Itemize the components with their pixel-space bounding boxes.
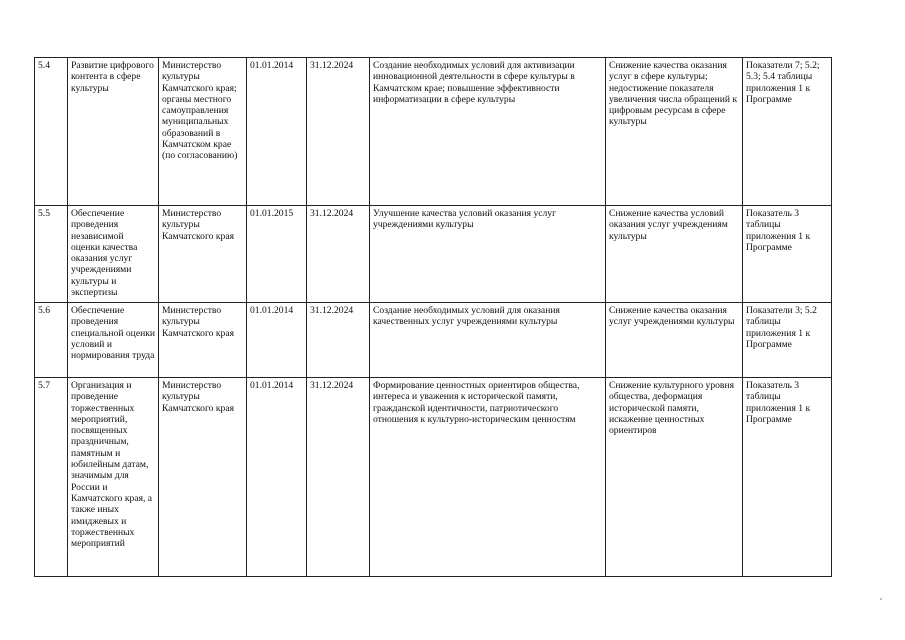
end-date: 31.12.2024 — [307, 378, 370, 577]
row-number: 5.5 — [35, 206, 68, 303]
consequence: Снижение культурного уровня общества, деформация исторической памяти, искажение ценностных ориентиров — [606, 378, 743, 577]
event-name: Организация и проведение торжественных мероприятий, посвященных праздничным, памятным и юбилейным датам, значимым для России и Камчатского края, а также иных имиджевых и торжественных мероприятий — [68, 378, 159, 577]
executor: Министерство культуры Камчатского края — [159, 206, 247, 303]
measures-table — [34, 57, 832, 577]
end-date: 31.12.2024 — [307, 206, 370, 303]
expected-result: Формирование ценностных ориентиров общества, интереса и уважения к исторической памяти, гражданской идентичности, патриотического отношения к культурно-историческим ценностям — [370, 378, 606, 577]
executor: Министерство культуры Камчатского края — [159, 303, 247, 378]
start-date: 01.01.2014 — [247, 378, 307, 577]
table-row — [35, 206, 832, 303]
start-date: 01.01.2014 — [247, 303, 307, 378]
table-row — [35, 303, 832, 378]
row-number: 5.6 — [35, 303, 68, 378]
scan-speck — [880, 598, 882, 600]
consequence: Снижение качества оказания услуг в сфере культуры; недостижение показателя увеличения числа обращений к цифровым ресурсам в сфере культуры — [606, 58, 743, 206]
executor: Министерство культуры Камчатского края — [159, 378, 247, 577]
start-date: 01.01.2015 — [247, 206, 307, 303]
consequence: Снижение качества условий оказания услуг учреждениям культуры — [606, 206, 743, 303]
indicators: Показатели 7; 5.2; 5.3; 5.4 таблицы приложения 1 к Программе — [743, 58, 832, 206]
row-number: 5.7 — [35, 378, 68, 577]
consequence: Снижение качества оказания услуг учреждениями культуры — [606, 303, 743, 378]
event-name: Обеспечение проведения независимой оценки качества оказания услуг учреждениями культуры и экспертизы — [68, 206, 159, 303]
event-name: Обеспечение проведения специальной оценки условий и нормирования труда — [68, 303, 159, 378]
start-date: 01.01.2014 — [247, 58, 307, 206]
table-row — [35, 378, 832, 577]
expected-result: Создание необходимых условий для оказания качественных услуг учреждениями культуры — [370, 303, 606, 378]
event-name: Развитие цифрового контента в сфере культуры — [68, 58, 159, 206]
end-date: 31.12.2024 — [307, 58, 370, 206]
indicators: Показатель 3 таблицы приложения 1 к Программе — [743, 206, 832, 303]
indicators: Показатели 3; 5.2 таблицы приложения 1 к Программе — [743, 303, 832, 378]
table-row — [35, 58, 832, 206]
row-number: 5.4 — [35, 58, 68, 206]
executor: Министерство культуры Камчатского края; органы местного самоуправления муниципальных образований в Камчатском крае (по согласованию) — [159, 58, 247, 206]
expected-result: Создание необходимых условий для активизации инновационной деятельности в сфере культуры в Камчатском крае; повышение эффективности информатизации в сфере культуры — [370, 58, 606, 206]
indicators: Показатель 3 таблицы приложения 1 к Программе — [743, 378, 832, 577]
expected-result: Улучшение качества условий оказания услуг учреждениями культуры — [370, 206, 606, 303]
end-date: 31.12.2024 — [307, 303, 370, 378]
